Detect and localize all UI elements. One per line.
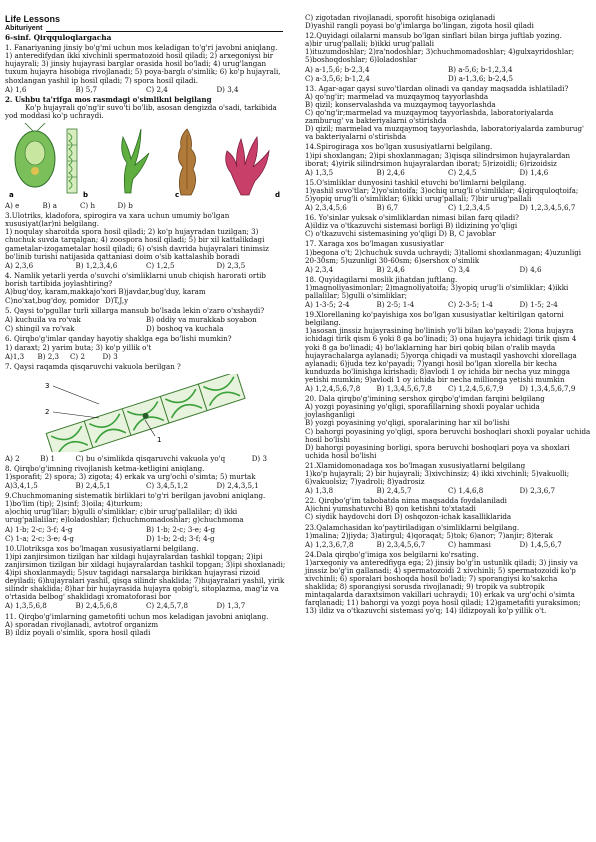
answer-options [305,204,591,212]
question-17 [305,240,591,273]
option-a[interactable]: A) 2 [5,453,20,463]
question-body: 1)begona o't; 2)chuchuk suvda uchraydi; 3)tallomi shoxlanmagan; 4)uzunligi 20-30sm; 5)uzunligi 30-60sm; 6)sershox o'simlik [305,247,582,265]
answer-options [5,86,287,94]
question-body: 1) noqulay sharoitda spora hosil qiladi; 2) ko'p hujayradan tuzilgan; 3) chuchuk suvda tarqalgan; 4) zoospora hosil qiladi; 5) bir xil kattalikdagi gametalar-izogametalar hosil qiladi; 6) o'sish davrida hujayralari tinimsiz bo'linib turishi natijasida qattaniasi doim o'sib kattalashib boradi [5,227,269,261]
question-12 [305,32,591,83]
option-b[interactable]: B) 2,4,5,7 [376,486,412,496]
abiturient-line [5,24,287,32]
answer-options [5,316,287,324]
cell-chain [46,374,245,452]
answer-options [305,169,591,177]
question-body: Ko'p hujayrali qo'ng'ir suvo'ti bo'lib, asosan dengizda o'sadi, tarkibida yod moddasi ko'p uchraydi. [5,102,277,120]
option-c[interactable]: C) 1-a; 2-c; 3-e; 4-g [5,533,74,543]
question-body: A) yozgi poyasining yo'qligi, sporafillarning shoxli poyalar uchida joylashganligi B) yozgi poyasining yo'qligi, sporalarining har xil bo'lishi C) bahorgi poyasining yo'qligi, spora beruvchi boshoqlari shoxli poyalar uchida hosil bo'lishi D) bahorgi poyasining borligi, spora beruvchi boshoqlari poya va shoxlari uchida hosil bo'lishi [305,402,591,460]
question-6 [5,335,287,360]
option-c[interactable]: C) 1,4,6,8 [448,486,484,496]
answer-options [305,385,591,393]
question-7 [5,363,287,463]
option-c[interactable]: C) bu o'simlikda qisqaruvchi vakuola yo'q [75,453,226,463]
abiturient-label: Abituriyent [5,24,43,32]
right-column [305,14,591,616]
answer-options [305,301,591,309]
option-a[interactable]: A)1,3 [5,351,25,361]
option-b[interactable]: B) 2,4,5,6,8 [75,601,118,611]
question-body: a)bir urug'pallali; b)ikki urug'pallali 1)ituzumdoshlar; 2)ra'nodoshlar; 3)chuchmomadoshlar; 4)gulxayridoshlar; 5)boshoqdoshlar; 6)loladoshlar [305,39,575,65]
option-d[interactable]: D) 1,2,3,4,5,6,7 [519,203,576,213]
answer-options [5,535,287,543]
question-text: 4. Namlik yetarli yerda o'suvchi o'simliklarni unub chiqish harorati ortib borish tartibida joylashtiring? [5,270,266,288]
question-3 [5,212,287,270]
option-d[interactable]: D) boshoq va kuchala [146,324,224,334]
option-b[interactable]: B) a-5,6; b-1,2,3,4 [448,64,513,74]
answer-options [5,526,287,534]
question-text: 17. Xaraga xos bo'lmagan xususiyatlar [305,239,444,249]
option-b[interactable]: B) 1 [40,453,55,463]
option-c[interactable]: C) 2,4,5,7,8 [146,601,189,611]
answer-options [305,266,591,274]
question-11 [5,613,287,637]
option-b[interactable]: B) 2-5; 1-4 [376,300,415,310]
question-9 [5,492,287,543]
option-b[interactable]: B) 2,4,6 [376,167,405,177]
option-d[interactable]: D) 3,4 [216,84,239,94]
figure-c-plant [122,129,149,193]
option-c[interactable]: C) a-3,5,6; b-1,2,4 [305,73,370,83]
option-a[interactable]: A) 1-3-5; 2-4 [305,300,350,310]
option-d[interactable]: D) b [117,201,133,211]
option-c[interactable]: C) 2 [70,351,85,361]
question-5 [5,307,287,333]
option-c[interactable]: C) shingil va ro'vak [5,324,75,334]
document-title: Life Lessons [5,14,61,24]
option-b[interactable]: B) a [42,201,57,211]
question-body: A)ildiz va o'tkazuvchi sistemasi borligi B) ildizining yo'qligi C) o'tkazuvchi sistemasining yo'qligi D) B, C javoblar [305,221,518,239]
question-body: A) sporadan rivojlanadi, avtotrof organizm B) ildiz poyali o'simlik, spora hosil qiladi [5,619,159,637]
option-c[interactable]: C) 1,2,3,4,5 [448,203,491,213]
question-body: 1) anteredifydan ikki xivchinli spermatozoid hosil qiladi; 2) arxegoniysi bir hujayrali; 3) jinsiy hujayrasi barglar orasida hosil bo'ladi; 4) urug'langan tuxum hujayra hisobiga rivojlanadi; 5) poya-barglı o'simlik; 6) ko'p hujayrali, shoxlangan yashil ip hosil qiladi; 7) spora hosil qiladi. [5,51,281,85]
answer-options [305,66,591,74]
figure-label-c: c [175,191,180,200]
question-text: 9.Chuchmomaning sistematik birliklari to'g'ri berilgan javobni aniqlang. [5,491,266,501]
question-18 [305,276,591,309]
question-text: 3.Ulotriks, kladofora, spirogira va xara uchun umumiy bo'lgan xususiyat(lar)ni belgilang. [5,211,230,229]
option-a[interactable]: A) e [5,201,20,211]
figure-red-algae [226,137,269,195]
option-b[interactable]: B) 2,4,5,1 [75,481,111,491]
question-text: 12.Quyidagi oilalarni mansub bo'lgan sinflari bilan birga juftlab yozing. [305,31,562,41]
question-text: 22. Qirqbo'g'im tabobatda nima maqsadda foydalaniladi [305,496,507,506]
option-a[interactable]: A) 1-b; 2-c; 3-f; 4-g [5,524,73,534]
option-a[interactable]: A) 1,2,4,5,6,7,8 [305,384,361,394]
question-text: 20. Dala qirqbo'g'imining sershox qirqbo'g'imdan farqini belgilang [305,394,545,404]
question-16 [305,214,591,238]
option-b[interactable]: B) 1,3,4,5,6,7,8 [376,384,432,394]
option-c[interactable]: C) 2-3-5; 1-4 [448,300,493,310]
question-body: 1)sporafit; 2) spora; 3) zigota; 4) erkak va urg'ochi o'simta; 5) murtak [5,472,256,481]
option-d[interactable]: D) 3 [102,351,118,361]
figure-d-kelp [178,129,195,195]
question-text: 5. Qaysi to'pgullar turli xillarga mansub bo'lsada lekin o'zaro o'xshaydi? [5,306,265,316]
question-text: 2. Ushbu ta'rifga mos rasmdagi o'simlikni belgilang [5,94,212,104]
question-body: 1)yashil suvo'tlar; 2)yo'sintoifa; 3)ochiq urug'li o'simliklar; 4)qirqquloqtoifa; 5)yopiq urug'li o'simliklar; 6)ikki urug'pallali; 7)bir urug'pallali [305,185,579,203]
option-b[interactable]: B) 6,7 [376,203,399,213]
question-body: A)ichni yumshatuvchi B) qon ketishni to'xtatadi C) siydik haydovchi dori D) oshqozon-ichak kasalliklarida [305,504,512,522]
question-text: 10.Ulotriksga xos bo'lmagan xususiyatlarni belgilang. [5,543,199,553]
question-body: 1)ipi shoxlangan; 2)ipi shoxlanmagan; 3)qisqa silindrsimon hujayralardan iborat; 4)yirik silindrsimon hujayralardan iborat; 5)rizoidli; 6)rizoidsiz [305,150,571,168]
option-c[interactable]: C) 3,4,5,1,2 [146,481,189,491]
question-15 [305,179,591,212]
figure-a-cell [15,123,55,187]
answer-options [305,75,591,83]
option-a[interactable]: A) 2,3,4 [305,264,334,274]
option-d[interactable]: D) 1-5; 2-4 [519,300,558,310]
option-b[interactable]: B) 5,7 [75,84,98,94]
figure-label-3: 3 [45,381,50,390]
figure-label-2: 2 [45,407,50,416]
question-13 [305,85,591,142]
option-a[interactable]: A) 1,2,3,6,7,8 [305,539,354,549]
question-text: 15.O'simliklar dunyosini tashkil etuvchi bo'limlarni belgilang. [305,177,527,187]
option-a[interactable]: A) 2,3,4,5,6 [305,203,347,213]
question-body: 1)asosan jinssiz hujayrasining bo'linish yo'li bilan ko'payadi; 2)ona hujayra ichidagi tirik qism 6 yoki 8 ga bo'linadi; 3) ona hujayra ichidagi tirik qism 4 yoki 8 ga bo'linadi; 4) bo'laklarning har biri qobiq bilan o'ralib mayda hujayrachalarga aylanadi; 5)yorqa chiqadi va mustaqil yashovchi xlorellaga aylanadi; 6)juda tez ko'payadi; 7)yangi hosil bo'lgan xlorella bir kecha kunduzda bo'linishga kirishadi; 8)avlodi 1 oy ichida bir necha yuz mingga yetishi mumkin; 9)avlodi 1 oy ichida bir necha millionga yetishi mumkin [305,326,577,384]
option-d[interactable]: D) 1,4,5,6,7 [519,539,562,549]
option-d[interactable]: D) 2,3,6,7 [519,486,556,496]
option-a[interactable]: A) 2,3,6 [5,260,34,270]
option-d[interactable]: D) 2,3,5 [216,260,246,270]
option-d[interactable]: D) 4,6 [519,264,542,274]
option-b[interactable]: B) 2,3,4,5,6,7 [376,539,426,549]
algae-figure [5,123,287,199]
section-title: 6-sinf. Qirqquloqlargacha [5,33,112,43]
answer-options [305,487,591,495]
option-c[interactable]: C) 1,2,5 [146,260,175,270]
question-24 [305,551,591,616]
cells-figure [5,374,287,452]
option-a[interactable]: A)3,4,1,5 [5,481,38,491]
figure-label-b: b [83,191,89,200]
answer-options [5,202,155,210]
option-c[interactable]: C) 2,4 [146,84,168,94]
option-b[interactable]: B) 2,4,6 [376,264,405,274]
option-a[interactable]: A) 1,3,5,6,8 [5,601,47,611]
answer-options [5,602,287,610]
question-4 [5,272,287,305]
question-20 [305,395,591,460]
option-d[interactable]: D) 3 [251,453,267,463]
question-text: 19.Xlorellaning ko'payishiga xos bo'lgan xususiyatlar keltirilgan qatorni belgilang. [305,310,564,328]
answer-options [5,262,287,270]
option-d[interactable]: D) 1-b; 2-d; 3-f; 4-g [146,533,215,543]
option-c[interactable]: C) 1,2,4,5,6,7,9 [448,384,504,394]
answer-options [5,482,287,490]
question-body: 1)arxegoniy va anteredfiyga ega; 2) jinsiy bo'g'in ustunlik qiladi; 3) jinsiy va jinssiz bo'g'in gallanadi; 4) spermatozoidi 2 xivchinli; 5) spermatozoidi ko'p xivchinli; 6) sporalari boshoqda hosil bo'ladi; 7) sporangiysi ko'sakcha shaklida; 8) sporangiysi sorusda rivojlanadi; 9) tropik va subtropik mintaqalarda daraxtsimon vakillari uchraydi; 10) erkak va urg'ochi o'simta farqlanadi; 11) bahorgi va yozgi poya hosil qiladi; 12)gametafiti yuraksimon; 13) ildiz va o'tkazuvchi sistemasi yo'q; 14) ildizpoyali ko'p yillik o't. [305,557,581,616]
question-text: 24.Dala qirqbo'g'imiga xos belgilarni ko'rsating. [305,549,479,559]
figure-label-a: a [9,191,14,200]
question-body: 1)ipi zanjirsimon tizilgan har xildagi hujayralardan tashkil topgan; 2)ipi zanjirsimon tizilgan bir xildagi hujayralardan tashkil topgan; 3)ipi shoxlanadi; 4)ipi shoxlanmaydi; 5)suv tagidagi narsalarga birikkan hujayrasi rizoid deyiladi; 6)hujayralari yashil, qisqa silindr shaklida; 7)hujayralari yashil, yirik silindr shaklida; 8)har bir hujayrasida hujayra qobig'i, sitoplazma, mag'iz va o'rtasida belbog' shaklidagi xromatoforasi bor [5,551,286,602]
option-a[interactable]: A) 1,3,5 [305,167,334,177]
option-a[interactable]: A) 1,3,8 [305,486,334,496]
answer-options [5,455,287,463]
question-14 [305,143,591,176]
question-22 [305,497,591,521]
option-c[interactable]: C) 2,4,5 [448,167,477,177]
answer-options [5,353,135,361]
option-a[interactable]: A) kuchuila va ro'vak [5,315,81,325]
question-10 [5,545,287,611]
option-d[interactable]: D) a-1,3,6; b-2,4,5 [448,73,514,83]
answer-options [5,297,205,305]
question-text: 11. Qirqbo'g'imlarning gametofiti uchun mos keladigan javobni aniqlang. [5,611,269,621]
option-a[interactable]: A) 1,6 [5,84,27,94]
option-c[interactable]: C) hammasi [448,539,491,549]
option-c[interactable]: C) h [80,201,96,211]
option-c[interactable]: C) 3,4 [448,264,470,274]
algae-illustration [5,123,287,199]
question-19 [305,311,591,393]
question-8 [5,465,287,490]
question-text: 18. Quyidagilarni moslik jihatdan juftlang. [305,274,458,284]
option-d[interactable]: D) 1,4,6 [519,167,549,177]
answer-options [305,541,591,549]
question-text: 6. Qirqbo'g'imlar qanday hayotiy shaklga ega bo'lishi mumkin? [5,334,232,344]
question-text: 21.Xlamidomonadaga xos bo'lmagan xususiyatlarni belgilang [305,460,526,470]
option-b[interactable]: B) 2,3 [37,351,60,361]
figure-b-filament [67,129,77,193]
name-underline [46,25,283,32]
question-2 [5,96,287,210]
question-23 [305,524,591,549]
option-c[interactable]: C)no'xat,bug'doy, pomidor [5,296,100,306]
option-b[interactable]: B) oddiy va murakkab soyabon [146,315,257,325]
left-column [5,14,287,637]
question-body: 1)ko'p hujayrali; 2) bir hujayrali; 3)xivchinsiz; 4) ikki xivchinli; 5)vakuolli; 6)vakuolsiz; 7)yadroli; 8)yadrosiz [305,468,570,487]
question-21 [305,462,591,495]
question-11-continued: C) zigotadan rivojlanadi, sporofit hisobiga oziqlanadi D)yashil rangli poyasi bo'g'imlarga bo'lingan, zigota hosil qiladi [305,13,534,31]
option-d[interactable]: D) 2,4,3,5,1 [216,481,259,491]
question-text: 1. Fanariyaning jinsiy bo'g'mi uchun mos keladigan to'g'ri javobni aniqlang. [5,43,278,53]
question-1 [5,44,287,94]
option-a[interactable]: A) a-1,5,6; b-2,3,4 [305,64,370,74]
question-text: 8. Qirqbo'g'imning rivojlanish ketma-ketligini aniqlang. [5,463,205,473]
cell-chain-illustration [5,374,287,452]
figure-label-d: d [275,191,281,200]
question-body: A)bug'doy, karam,makkajo'xori B)javdar,bug'duy, karam [5,286,206,296]
question-text: 14.Spirogiraga xos bo'lgan xususiyatlarni belgilang. [305,142,493,152]
question-text: 23.Qalamchasidan ko'paytiriladigan o'simliklarni belgilang. [305,522,520,532]
answer-options [5,325,287,333]
option-b[interactable]: B) 1,2,3,4,6 [75,260,118,270]
question-body: A) qo'ng'ir; marmelad va muzqaymoq tayyorlashda B) qizil; konservalashda va muzqaymoq tayyorlashda C) qo'ng'ir;marmelad va muzqaymoq tayyorlashda, laboratoriyalarda zamburug' va bakteriyalarni o'stirishda D) qizil; marmelad va muzqaymoq tayyorlashda, laboratoriyalarda zamburug' va bakteriyalarni o'stirishda [305,91,584,142]
option-b[interactable]: B) 1-b; 2-c; 3-e; 4-g [146,524,216,534]
question-body: 1) daraxt; 2) yarim buta; 3) ko'p yillik o't [5,342,152,352]
question-body: 1)malina; 2)jiyda; 3)atirgul; 4)qoraqat; 5)tok; 6)anor; 7)anjir; 8)terak [305,530,553,540]
question-text: 16. Yo'sinlar yuksak o'simliklardan nimasi bilan farq qiladi? [305,213,519,223]
question-text: 13. Agar-agar qaysi suvo'tlardan olinadi va qanday maqsadda ishlatiladi? [305,83,569,93]
option-d[interactable]: D) 1,3,7 [216,601,246,611]
option-d[interactable]: D) 1,3,4,5,6,7,9 [519,384,576,394]
question-body: 1)bo'lim (tip); 2)sinf; 3)oila; 4)turkum; a)ochiq urug'lilar; b)gulli o'simliklar; c)bir urug'pallalilar; d) ikki urug'pallalilar; e)loladoshlar; f)chuchmomadoshlar; g)chuchmoma [5,499,244,525]
option-d[interactable]: D)T,J,y [105,296,129,306]
question-text: 7. Qaysi raqamda qisqaruvchi vakuola berilgan ? [5,361,181,371]
figure-label-1: 1 [157,435,162,444]
question-body: 1)magnoliyasimonlar; 2)magnoliyatoifa; 3)yopiq urug'li o'simliklar; 4)ikki pallalilar; 5)gulli o'simliklar; [305,282,569,300]
